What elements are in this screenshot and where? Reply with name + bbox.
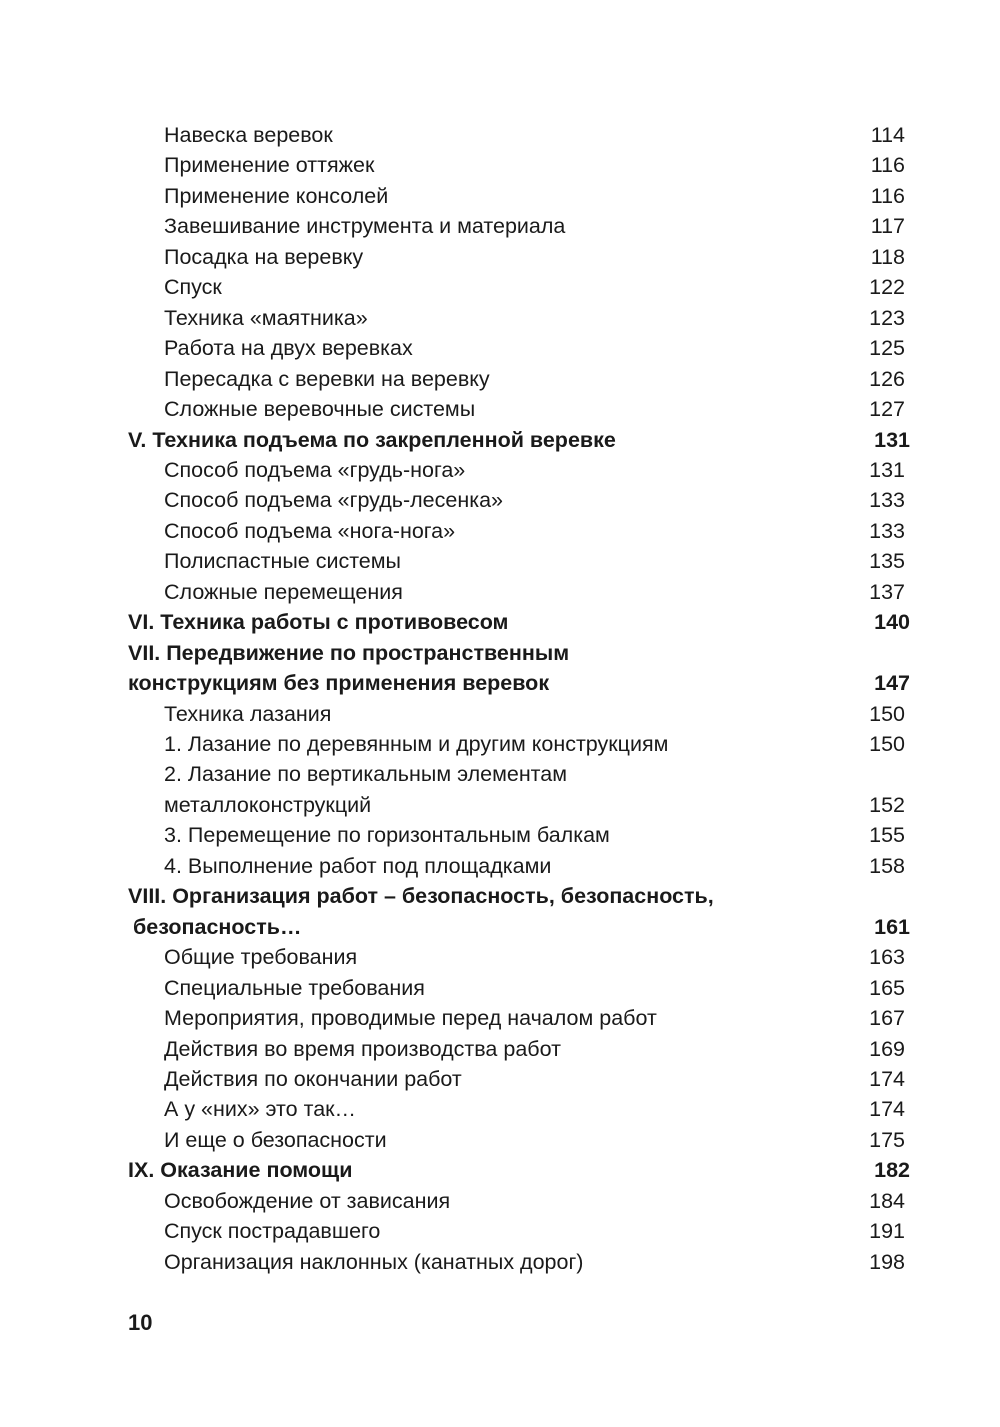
toc-entry-title: Специальные требования bbox=[164, 975, 425, 1000]
toc-entry-page: 152 bbox=[869, 792, 905, 817]
toc-entry-title: VII. Передвижение по пространственным bbox=[128, 640, 570, 665]
toc-section-entry bbox=[0, 881, 1000, 911]
toc-subsection-entry bbox=[0, 516, 1000, 546]
toc-entry-title: IX. Оказание помощи bbox=[128, 1158, 353, 1183]
toc-subsection-entry bbox=[0, 485, 1000, 515]
toc-entry-title: Сложные веревочные системы bbox=[164, 397, 476, 422]
toc-subsection-entry bbox=[0, 851, 1000, 881]
toc-entry-title: Применение оттяжек bbox=[164, 153, 375, 178]
toc-entry-title: металлоконструкций bbox=[164, 792, 372, 817]
toc-subsection-entry bbox=[0, 394, 1000, 424]
toc-entry-title: Пересадка с веревки на веревку bbox=[164, 366, 490, 391]
toc-subsection-entry bbox=[0, 1247, 1000, 1277]
toc-entry-page: 163 bbox=[869, 945, 905, 970]
toc-subsection-entry bbox=[0, 577, 1000, 607]
toc-entry-page: 135 bbox=[869, 549, 905, 574]
toc-entry-page: 137 bbox=[869, 579, 905, 604]
toc-entry-page: 182 bbox=[874, 1158, 910, 1183]
toc-subsection-entry bbox=[0, 729, 1000, 759]
toc-entry-title: VI. Техника работы с противовесом bbox=[128, 610, 509, 635]
toc-entry-title: Способ подъема «грудь-лесенка» bbox=[164, 488, 504, 513]
toc-entry-title: Полиспастные системы bbox=[164, 549, 402, 574]
toc-subsection-entry bbox=[0, 1216, 1000, 1246]
toc-entry-title: Посадка на веревку bbox=[164, 244, 364, 269]
toc-entry-page: 165 bbox=[869, 975, 905, 1000]
toc-entry-title: безопасность… bbox=[133, 914, 302, 939]
toc-entry-page: 198 bbox=[869, 1249, 905, 1274]
toc-entry-title: Завешивание инструмента и материала bbox=[164, 214, 566, 239]
toc-entry-title: 1. Лазание по деревянным и другим конструкциям bbox=[164, 732, 669, 756]
toc-entry-title: 3. Перемещение по горизонтальным балкам bbox=[164, 823, 610, 848]
toc-entry-page: 175 bbox=[869, 1127, 905, 1152]
toc-subsection-entry bbox=[0, 1125, 1000, 1155]
toc-entry-title: 4. Выполнение работ под площадками bbox=[164, 853, 552, 878]
toc-entry-page: 116 bbox=[870, 183, 905, 208]
toc-entry-title: Спуск пострадавшего bbox=[164, 1219, 381, 1244]
toc-entry-title: Действия во время производства работ bbox=[164, 1036, 561, 1061]
toc-entry-page: 131 bbox=[874, 427, 910, 452]
toc-entry-page: 155 bbox=[869, 823, 905, 848]
toc-entry-title: Освобождение от зависания bbox=[164, 1188, 451, 1213]
toc-entry-title: Навеска веревок bbox=[164, 123, 333, 147]
toc-entry-page: 125 bbox=[869, 336, 905, 361]
toc-entry-page: 174 bbox=[869, 1097, 905, 1122]
toc-entry-title: Техника лазания bbox=[164, 701, 332, 726]
toc-entry-title: Спуск bbox=[164, 275, 222, 300]
toc-subsection-entry bbox=[0, 1094, 1000, 1124]
toc-entry-page: 174 bbox=[869, 1066, 905, 1091]
toc-entry-page: 191 bbox=[869, 1219, 905, 1244]
page-number: 10 bbox=[128, 1310, 153, 1335]
toc-entry-page: 126 bbox=[869, 366, 905, 391]
toc-subsection-entry bbox=[0, 272, 1000, 302]
toc-entry-page: 150 bbox=[869, 701, 905, 726]
toc-entry-title: Действия по окончании работ bbox=[164, 1066, 462, 1091]
toc-entry-title: Способ подъема «грудь-нога» bbox=[164, 457, 466, 482]
toc-subsection-entry bbox=[0, 455, 1000, 485]
toc-subsection-entry bbox=[0, 1064, 1000, 1094]
toc-subsection-entry bbox=[0, 120, 1000, 150]
toc-entry-page: 131 bbox=[869, 457, 905, 482]
toc-entry-page: 118 bbox=[870, 244, 905, 269]
toc-entry-page: 158 bbox=[869, 853, 905, 878]
toc-entry-page: 184 bbox=[869, 1188, 905, 1213]
toc-entry-title: Работа на двух веревках bbox=[164, 336, 413, 361]
toc-entry-page: 114 bbox=[870, 123, 905, 147]
toc-entry-title: V. Техника подъема по закрепленной веревке bbox=[128, 427, 616, 452]
toc-entry-title: Организация наклонных (канатных дорог) bbox=[164, 1249, 584, 1274]
toc-entry-page: 127 bbox=[869, 397, 905, 422]
toc-entry-title: А у «них» это так… bbox=[164, 1097, 357, 1122]
toc-section-entry bbox=[0, 425, 1000, 455]
toc-entry-title: конструкциям без применения веревок bbox=[128, 671, 550, 696]
toc-subsection-entry bbox=[0, 242, 1000, 272]
toc-entry-page: 169 bbox=[869, 1036, 905, 1061]
toc-entry-title: И еще о безопасности bbox=[164, 1127, 387, 1152]
toc-subsection-entry bbox=[0, 1003, 1000, 1033]
toc-subsection-entry bbox=[0, 364, 1000, 394]
toc-subsection-entry bbox=[0, 1034, 1000, 1064]
toc-entry-page: 150 bbox=[869, 732, 905, 756]
toc-section-entry bbox=[0, 638, 1000, 668]
toc-entry-page: 167 bbox=[869, 1006, 905, 1031]
toc-entry-page: 123 bbox=[869, 305, 905, 330]
toc-subsection-entry bbox=[0, 333, 1000, 363]
toc-subsection-entry bbox=[0, 759, 1000, 789]
toc-entry-title: Применение консолей bbox=[164, 183, 389, 208]
toc-section-entry bbox=[0, 912, 1000, 942]
toc-subsection-entry bbox=[0, 973, 1000, 1003]
toc-entry-page: 116 bbox=[870, 153, 905, 178]
toc-subsection-entry bbox=[0, 1186, 1000, 1216]
toc-subsection-entry bbox=[0, 150, 1000, 180]
toc-subsection-entry bbox=[0, 303, 1000, 333]
toc-entry-page: 147 bbox=[874, 671, 910, 696]
toc-entry-title: Сложные перемещения bbox=[164, 579, 403, 604]
toc-entry-page: 161 bbox=[874, 914, 910, 939]
toc-entry-page: 133 bbox=[869, 488, 905, 513]
toc-subsection-entry bbox=[0, 181, 1000, 211]
toc-section-entry bbox=[0, 607, 1000, 637]
toc-entry-page: 133 bbox=[869, 518, 905, 543]
toc-entry-title: Общие требования bbox=[164, 945, 358, 970]
toc-entry-title: Способ подъема «нога-нога» bbox=[164, 518, 456, 543]
toc-section-entry bbox=[0, 1155, 1000, 1185]
toc-entry-title: Техника «маятника» bbox=[164, 305, 368, 330]
toc-subsection-entry bbox=[0, 790, 1000, 820]
toc-subsection-entry bbox=[0, 699, 1000, 729]
toc-subsection-entry bbox=[0, 820, 1000, 850]
toc-entry-title: 2. Лазание по вертикальным элементам bbox=[164, 762, 568, 787]
toc-entry-title: VIII. Организация работ – безопасность, безопасность, bbox=[128, 884, 714, 909]
toc-entry-page: 140 bbox=[874, 610, 910, 635]
toc-subsection-entry bbox=[0, 211, 1000, 241]
toc-entry-page: 117 bbox=[870, 214, 905, 239]
toc-entry-page: 122 bbox=[869, 275, 905, 300]
toc-section-entry bbox=[0, 668, 1000, 698]
toc-subsection-entry bbox=[0, 546, 1000, 576]
toc-subsection-entry bbox=[0, 942, 1000, 972]
toc-entry-title: Мероприятия, проводимые перед началом работ bbox=[164, 1006, 657, 1031]
